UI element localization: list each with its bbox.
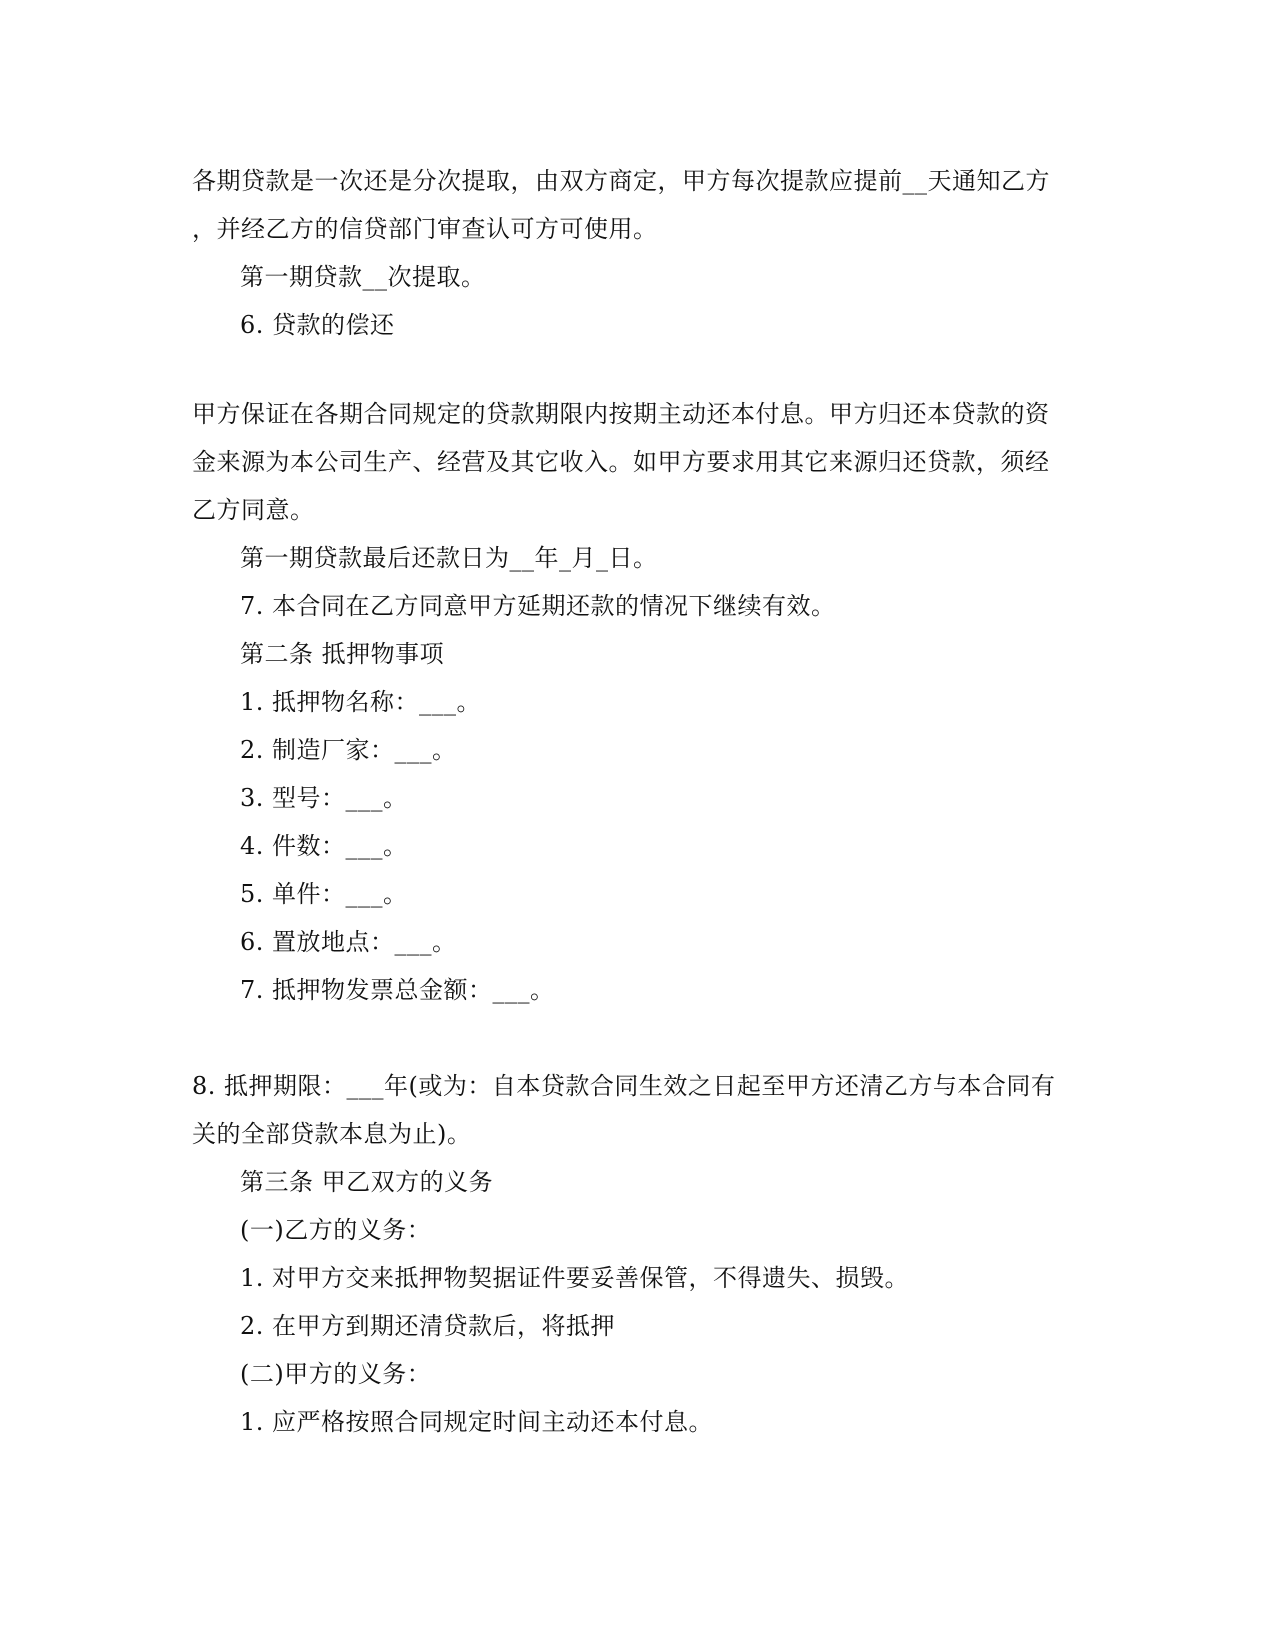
article-heading-obligations: 第三条 甲乙双方的义务: [240, 1168, 494, 1196]
party-a-obligation-1: 1. 应严格按照合同规定时间主动还本付息。: [240, 1408, 714, 1436]
document-body: [192, 157, 1072, 1446]
paragraph-repayment-guarantee: [192, 390, 1072, 534]
paragraph-last-repayment-date: 第一期贷款最后还款日为__年_月_日。: [240, 544, 658, 572]
text-line: 关的全部贷款本息为止)。: [192, 1120, 472, 1148]
section-heading-repayment: 6. 贷款的偿还: [240, 311, 395, 339]
text-line: 8. 抵押期限：___年(或为：自本贷款合同生效之日起至甲方还清乙方与本合同有: [192, 1072, 1056, 1100]
party-b-obligation-2: 2. 在甲方到期还清贷款后，将抵押: [240, 1312, 616, 1340]
paragraph-clause-7: 7. 本合同在乙方同意甲方延期还款的情况下继续有效。: [240, 592, 836, 620]
text-line: ，并经乙方的信贷部门审查认可方可使用。: [192, 215, 658, 243]
article-heading-collateral: 第二条 抵押物事项: [240, 640, 445, 668]
subheading-party-a-obligations: (二)甲方的义务：: [240, 1360, 432, 1388]
paragraph-first-loan-withdrawal: 第一期贷款__次提取。: [240, 263, 486, 291]
text-line: 乙方同意。: [192, 496, 315, 524]
collateral-item-location: 6. 置放地点：___。: [240, 928, 457, 956]
collateral-item-unit: 5. 单件：___。: [240, 880, 408, 908]
collateral-item-manufacturer: 2. 制造厂家：___。: [240, 736, 457, 764]
paragraph-mortgage-term: [192, 1062, 1072, 1158]
text-line: 各期贷款是一次还是分次提取，由双方商定，甲方每次提款应提前__天通知乙方: [192, 167, 1050, 195]
text-line: 金来源为本公司生产、经营及其它收入。如甲方要求用其它来源归还贷款，须经: [192, 448, 1050, 476]
party-b-obligation-1: 1. 对甲方交来抵押物契据证件要妥善保管，不得遗失、损毁。: [240, 1264, 910, 1292]
collateral-item-invoice-total: 7. 抵押物发票总金额：___。: [240, 976, 555, 1004]
subheading-party-b-obligations: (一)乙方的义务：: [240, 1216, 432, 1244]
text-line: 甲方保证在各期合同规定的贷款期限内按期主动还本付息。甲方归还本贷款的资: [192, 400, 1050, 428]
collateral-item-model: 3. 型号：___。: [240, 784, 408, 812]
paragraph-withdrawal-terms: [192, 157, 1072, 253]
collateral-item-name: 1. 抵押物名称：___。: [240, 688, 482, 716]
collateral-item-quantity: 4. 件数：___。: [240, 832, 408, 860]
